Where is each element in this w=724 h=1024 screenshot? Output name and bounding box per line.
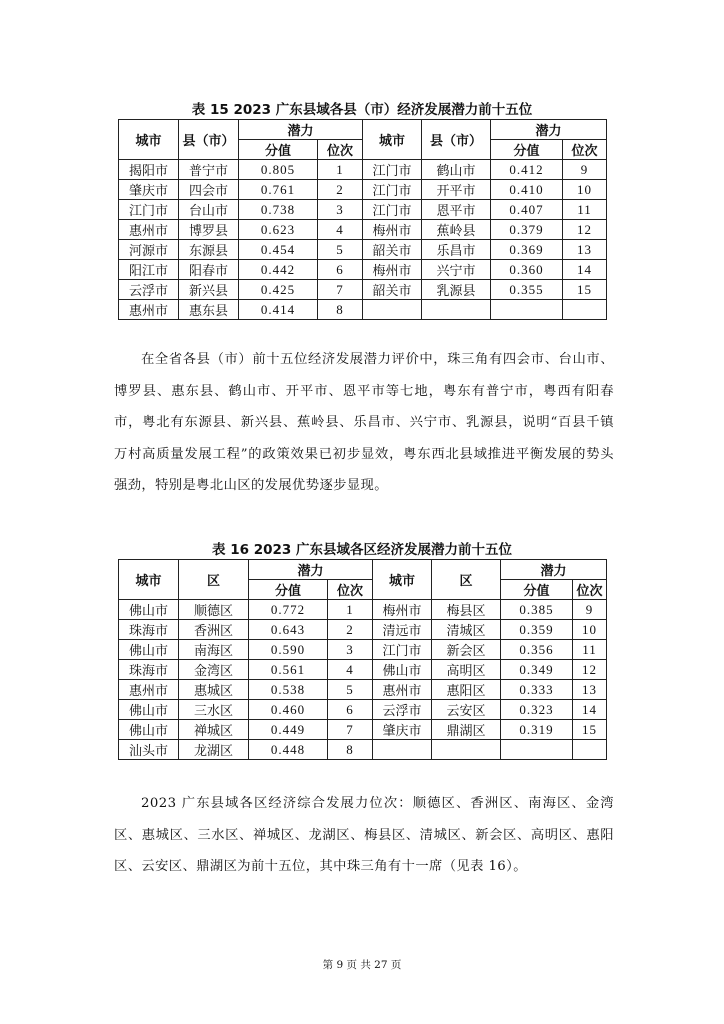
cell-name: 蕉岭县 xyxy=(422,220,491,240)
cell-score: 0.561 xyxy=(249,660,328,680)
cell-city: 梅州市 xyxy=(363,260,422,280)
cell-city: 阳江市 xyxy=(119,260,179,280)
header-district: 区 xyxy=(432,560,501,600)
table-row xyxy=(119,160,607,180)
header-score: 分值 xyxy=(239,140,318,160)
cell-city: 河源市 xyxy=(119,240,179,260)
cell-score: 0.454 xyxy=(239,240,318,260)
cell-name: 禅城区 xyxy=(179,720,249,740)
cell-rank: 9 xyxy=(563,160,607,180)
cell-rank: 6 xyxy=(328,700,373,720)
cell-city: 肇庆市 xyxy=(119,180,179,200)
cell-name: 龙湖区 xyxy=(179,740,249,760)
cell-city: 佛山市 xyxy=(373,660,432,680)
cell-score: 0.385 xyxy=(501,600,573,620)
cell-name: 清城区 xyxy=(432,620,501,640)
cell-rank: 13 xyxy=(563,240,607,260)
cell-rank: 15 xyxy=(573,720,607,740)
cell-city xyxy=(373,740,432,760)
table15 xyxy=(118,119,607,320)
cell-rank: 14 xyxy=(573,700,607,720)
cell-rank: 15 xyxy=(563,280,607,300)
table-row xyxy=(119,640,607,660)
cell-name: 金湾区 xyxy=(179,660,249,680)
cell-score: 0.538 xyxy=(249,680,328,700)
table-row xyxy=(119,240,607,260)
cell-score: 0.319 xyxy=(501,720,573,740)
cell-city: 珠海市 xyxy=(119,660,179,680)
cell-rank: 12 xyxy=(563,220,607,240)
cell-score: 0.355 xyxy=(491,280,563,300)
table-row xyxy=(119,660,607,680)
cell-name: 博罗县 xyxy=(179,220,239,240)
cell-rank: 1 xyxy=(328,600,373,620)
cell-name: 新会区 xyxy=(432,640,501,660)
cell-score: 0.412 xyxy=(491,160,563,180)
header-rank: 位次 xyxy=(563,140,607,160)
cell-score: 0.407 xyxy=(491,200,563,220)
cell-name: 三水区 xyxy=(179,700,249,720)
cell-city: 佛山市 xyxy=(119,600,179,620)
cell-name xyxy=(432,740,501,760)
cell-score: 0.449 xyxy=(249,720,328,740)
cell-city: 梅州市 xyxy=(373,600,432,620)
table16-caption: 表 16 2023 广东县域各区经济发展潜力前十五位 xyxy=(212,542,512,558)
table-row xyxy=(119,220,607,240)
cell-rank: 3 xyxy=(328,640,373,660)
cell-rank: 7 xyxy=(328,720,373,740)
cell-name: 新兴县 xyxy=(179,280,239,300)
cell-rank: 1 xyxy=(318,160,363,180)
cell-name: 兴宁市 xyxy=(422,260,491,280)
header-city: 城市 xyxy=(119,120,179,160)
cell-name: 四会市 xyxy=(179,180,239,200)
cell-name: 乐昌市 xyxy=(422,240,491,260)
cell-city: 江门市 xyxy=(363,180,422,200)
cell-rank: 11 xyxy=(563,200,607,220)
header-city: 城市 xyxy=(363,120,422,160)
cell-city: 佛山市 xyxy=(119,640,179,660)
cell-city: 佛山市 xyxy=(119,700,179,720)
cell-rank: 5 xyxy=(318,240,363,260)
cell-rank: 13 xyxy=(573,680,607,700)
cell-rank: 3 xyxy=(318,200,363,220)
cell-name: 乳源县 xyxy=(422,280,491,300)
cell-rank: 10 xyxy=(563,180,607,200)
table-row xyxy=(119,200,607,220)
cell-score: 0.323 xyxy=(501,700,573,720)
table15-caption: 表 15 2023 广东县域各县（市）经济发展潜力前十五位 xyxy=(191,102,533,118)
cell-name: 恩平市 xyxy=(422,200,491,220)
header-potential: 潜力 xyxy=(249,560,373,580)
header-county: 县（市） xyxy=(179,120,239,160)
table16 xyxy=(118,559,607,760)
cell-rank: 7 xyxy=(318,280,363,300)
header-potential: 潜力 xyxy=(491,120,607,140)
cell-rank: 5 xyxy=(328,680,373,700)
cell-city: 惠州市 xyxy=(119,300,179,320)
cell-rank: 8 xyxy=(328,740,373,760)
table-row xyxy=(119,180,607,200)
table-row xyxy=(119,620,607,640)
cell-city: 肇庆市 xyxy=(373,720,432,740)
cell-city: 江门市 xyxy=(119,200,179,220)
cell-name: 高明区 xyxy=(432,660,501,680)
cell-score: 0.738 xyxy=(239,200,318,220)
cell-city: 佛山市 xyxy=(119,720,179,740)
table-row xyxy=(119,600,607,620)
cell-score: 0.379 xyxy=(491,220,563,240)
header-score: 分值 xyxy=(501,580,573,600)
header-potential: 潜力 xyxy=(501,560,607,580)
cell-name: 东源县 xyxy=(179,240,239,260)
cell-score: 0.460 xyxy=(249,700,328,720)
cell-city: 揭阳市 xyxy=(119,160,179,180)
cell-rank: 9 xyxy=(573,600,607,620)
header-city: 城市 xyxy=(373,560,432,600)
cell-city: 江门市 xyxy=(363,200,422,220)
table-row xyxy=(119,300,607,320)
paragraph-district-analysis: 2023 广东县域各区经济综合发展力位次：顺德区、香洲区、南海区、金湾区、惠城区、三水区、禅城区、龙湖区、梅县区、清城区、新会区、高明区、惠阳区、云安区、鼎湖区为前十五位，其中珠三角有十一席（见表 16）。 xyxy=(114,796,614,874)
header-county: 县（市） xyxy=(422,120,491,160)
cell-name: 云安区 xyxy=(432,700,501,720)
cell-rank: 14 xyxy=(563,260,607,280)
cell-score: 0.590 xyxy=(249,640,328,660)
paragraph-county-analysis: 在全省各县（市）前十五位经济发展潜力评价中，珠三角有四会市、台山市、博罗县、惠东县、鹤山市、开平市、恩平市等七地，粤东有普宁市，粤西有阳春市，粤北有东源县、新兴县、蕉岭县、乐昌市、兴宁市、乳源县，说明“百县千镇万村高质量发展工程”的政策效果已初步显效，粤东西北县域推进平衡发展的势头强劲，特别是粤北山区的发展优势逐步显现。 xyxy=(114,352,614,493)
cell-score: 0.414 xyxy=(239,300,318,320)
cell-score: 0.360 xyxy=(491,260,563,280)
cell-city xyxy=(363,300,422,320)
cell-name: 惠东县 xyxy=(179,300,239,320)
cell-name xyxy=(422,300,491,320)
cell-city: 云浮市 xyxy=(373,700,432,720)
cell-score: 0.425 xyxy=(239,280,318,300)
page-footer: 第 9 页 共 27 页 xyxy=(322,959,402,971)
cell-score: 0.442 xyxy=(239,260,318,280)
cell-score: 0.448 xyxy=(249,740,328,760)
cell-rank: 4 xyxy=(328,660,373,680)
cell-score: 0.772 xyxy=(249,600,328,620)
table-row xyxy=(119,680,607,700)
cell-score xyxy=(491,300,563,320)
cell-score: 0.369 xyxy=(491,240,563,260)
header-district: 区 xyxy=(179,560,249,600)
cell-city: 惠州市 xyxy=(373,680,432,700)
header-score: 分值 xyxy=(491,140,563,160)
cell-city: 江门市 xyxy=(363,160,422,180)
header-potential: 潜力 xyxy=(239,120,363,140)
cell-name: 鹤山市 xyxy=(422,160,491,180)
header-rank: 位次 xyxy=(318,140,363,160)
cell-rank xyxy=(563,300,607,320)
cell-name: 梅县区 xyxy=(432,600,501,620)
header-rank: 位次 xyxy=(573,580,607,600)
table-row xyxy=(119,280,607,300)
cell-name: 惠阳区 xyxy=(432,680,501,700)
cell-rank: 4 xyxy=(318,220,363,240)
cell-name: 惠城区 xyxy=(179,680,249,700)
table-row xyxy=(119,720,607,740)
cell-score: 0.643 xyxy=(249,620,328,640)
cell-name: 香洲区 xyxy=(179,620,249,640)
cell-name: 阳春市 xyxy=(179,260,239,280)
cell-rank: 2 xyxy=(318,180,363,200)
cell-name: 顺德区 xyxy=(179,600,249,620)
cell-score xyxy=(501,740,573,760)
table-row xyxy=(119,700,607,720)
cell-name: 开平市 xyxy=(422,180,491,200)
cell-score: 0.805 xyxy=(239,160,318,180)
cell-rank xyxy=(573,740,607,760)
cell-rank: 2 xyxy=(328,620,373,640)
cell-score: 0.356 xyxy=(501,640,573,660)
cell-score: 0.623 xyxy=(239,220,318,240)
header-score: 分值 xyxy=(249,580,328,600)
cell-rank: 12 xyxy=(573,660,607,680)
cell-city: 惠州市 xyxy=(119,220,179,240)
cell-name: 普宁市 xyxy=(179,160,239,180)
header-city: 城市 xyxy=(119,560,179,600)
cell-score: 0.333 xyxy=(501,680,573,700)
cell-name: 台山市 xyxy=(179,200,239,220)
cell-city: 梅州市 xyxy=(363,220,422,240)
cell-rank: 6 xyxy=(318,260,363,280)
header-rank: 位次 xyxy=(328,580,373,600)
cell-city: 江门市 xyxy=(373,640,432,660)
cell-name: 南海区 xyxy=(179,640,249,660)
cell-city: 韶关市 xyxy=(363,280,422,300)
cell-city: 珠海市 xyxy=(119,620,179,640)
cell-score: 0.761 xyxy=(239,180,318,200)
table-row xyxy=(119,260,607,280)
cell-rank: 8 xyxy=(318,300,363,320)
cell-city: 云浮市 xyxy=(119,280,179,300)
cell-rank: 10 xyxy=(573,620,607,640)
cell-city: 汕头市 xyxy=(119,740,179,760)
cell-city: 韶关市 xyxy=(363,240,422,260)
cell-city: 清远市 xyxy=(373,620,432,640)
cell-name: 鼎湖区 xyxy=(432,720,501,740)
table-row xyxy=(119,740,607,760)
cell-score: 0.359 xyxy=(501,620,573,640)
cell-city: 惠州市 xyxy=(119,680,179,700)
cell-score: 0.349 xyxy=(501,660,573,680)
cell-score: 0.410 xyxy=(491,180,563,200)
cell-rank: 11 xyxy=(573,640,607,660)
